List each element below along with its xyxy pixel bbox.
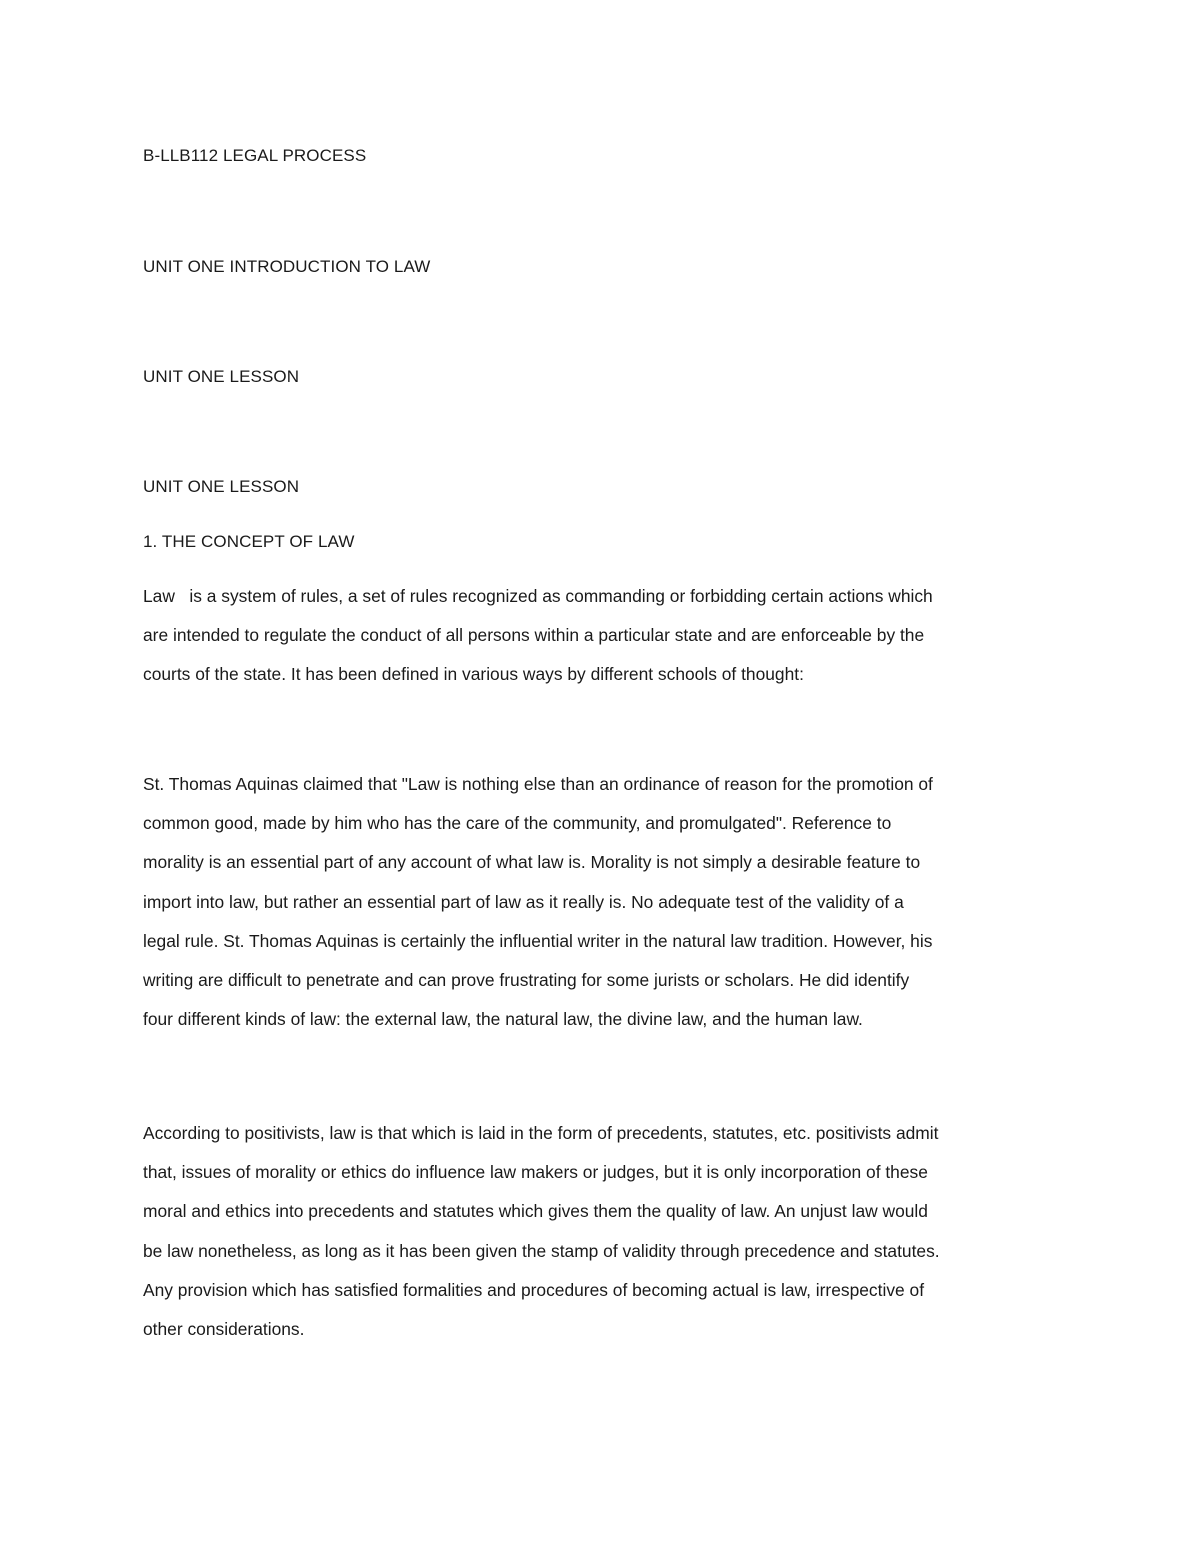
paragraph-line: courts of the state. It has been defined in various ways by different schools of thought: [143,664,804,685]
lesson-heading: UNIT ONE LESSON [143,367,300,386]
paragraph-aquinas [143,765,1063,1039]
paragraph-line: other considerations. [143,1319,305,1340]
paragraph-definition [143,577,1063,695]
section-title: 1. THE CONCEPT OF LAW [143,532,355,551]
paragraph-line: Law is a system of rules, a set of rules recognized as commanding or forbidding certain actions which [143,586,933,606]
paragraph-line: be law nonetheless, as long as it has been given the stamp of validity through precedence and statutes. [143,1240,940,1261]
paragraph-line: Any provision which has satisfied formalities and procedures of becoming actual is law, irrespective of [143,1279,925,1300]
paragraph-line: import into law, but rather an essential part of law as it really is. No adequate test of the validity of a [143,891,904,912]
paragraph-line: that, issues of morality or ethics do influence law makers or judges, but it is only incorporation of these [143,1162,928,1183]
paragraph-line: common good, made by him who has the care of the community, and promulgated". Reference to [143,813,892,834]
paragraph-line: are intended to regulate the conduct of all persons within a particular state and are enforceable by the [143,625,925,646]
paragraph-line: morality is an essential part of any account of what law is. Morality is not simply a desirable feature to [143,852,921,873]
paragraph-line: moral and ethics into precedents and statutes which gives them the quality of law. An unjust law would [143,1201,928,1222]
lesson-heading: UNIT ONE LESSON [143,477,300,496]
paragraph-positivists [143,1114,1063,1349]
paragraph-line: legal rule. St. Thomas Aquinas is certainly the influential writer in the natural law tradition. However, his [143,930,933,951]
paragraph-line: According to positivists, law is that which is laid in the form of precedents, statutes, etc. positivists admit [143,1123,939,1143]
unit-title: UNIT ONE INTRODUCTION TO LAW [143,257,431,276]
course-title: B-LLB112 LEGAL PROCESS [143,146,367,165]
paragraph-line: writing are difficult to penetrate and can prove frustrating for some jurists or scholars. He did identify [143,970,910,991]
paragraph-line: four different kinds of law: the external law, the natural law, the divine law, and the human law. [143,1009,863,1030]
paragraph-line: St. Thomas Aquinas claimed that "Law is nothing else than an ordinance of reason for the promotion of [143,774,933,794]
